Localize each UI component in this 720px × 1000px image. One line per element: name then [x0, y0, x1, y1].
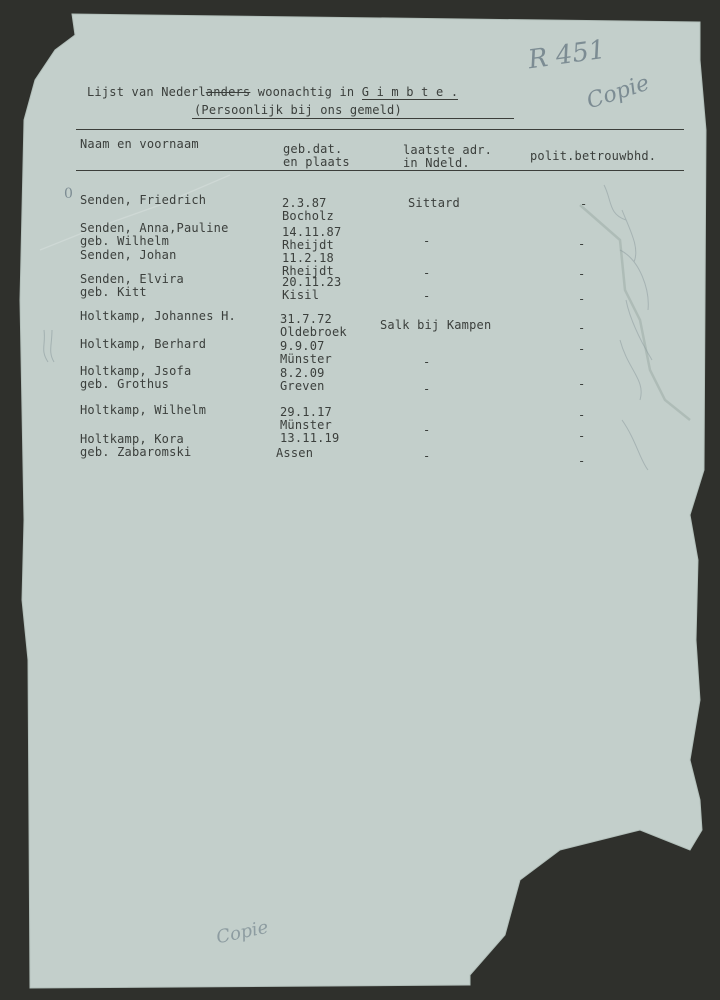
row-5-place: Oldebroek: [280, 325, 347, 339]
table-top-rule: [76, 129, 684, 130]
title-struck-word: anders: [205, 85, 251, 99]
column-header-addr-2: in Ndeld.: [403, 156, 470, 170]
row-8-name: Holtkamp, Wilhelm: [80, 403, 207, 417]
row-1-name: Senden, Friedrich: [80, 193, 207, 207]
row-4-addr: -: [423, 289, 431, 303]
row-4-place: Kisil: [282, 288, 320, 302]
row-4-polit: -: [578, 292, 586, 306]
row-3-name: Senden, Johan: [80, 248, 177, 262]
row-6-place: Münster: [280, 352, 332, 366]
row-1-date: 2.3.87: [282, 196, 327, 210]
row-4-name-1: Senden, Elvira: [80, 272, 184, 286]
title-prefix: Lijst van Nederl: [87, 85, 206, 99]
row-9-name-1: Holtkamp, Kora: [80, 432, 184, 446]
column-header-born-2: en plaats: [283, 155, 350, 169]
row-3-addr: -: [423, 266, 431, 280]
row-2-name-1: Senden, Anna,Pauline: [80, 221, 229, 235]
title-line: [87, 86, 458, 99]
row-1-place: Bocholz: [282, 209, 334, 223]
title-place: G i m b t e .: [361, 85, 459, 99]
row-4-name-2: geb. Kitt: [80, 285, 147, 299]
row-7-date: 8.2.09: [280, 366, 325, 380]
row-9-place: Assen: [276, 446, 314, 460]
row-9-addr-2: -: [423, 449, 431, 463]
row-9-date: 13.11.19: [280, 431, 340, 445]
table-header-rule: [76, 170, 684, 171]
annotation-bottom-word: Copie: [214, 916, 271, 949]
annotation-top-word: Copie: [583, 70, 653, 115]
row-9-polit-1: -: [578, 429, 586, 443]
row-7-name-2: geb. Grothus: [80, 377, 170, 391]
row-6-name: Holtkamp, Berhard: [80, 337, 207, 351]
subtitle-line: (Persoonlijk bij ons gemeld): [194, 103, 402, 117]
row-3-polit: -: [578, 267, 586, 281]
row-4-date: 20.11.23: [282, 275, 342, 289]
row-8-polit: -: [578, 408, 586, 422]
row-9-polit-2: -: [578, 454, 586, 468]
row-6-polit: -: [578, 342, 586, 356]
row-5-addr: Salk bij Kampen: [380, 318, 492, 332]
column-header-polit: polit.betrouwbhd.: [530, 149, 657, 163]
row-2-addr: -: [423, 234, 431, 248]
row-9-addr-1: -: [423, 423, 431, 437]
row-2-name-2: geb. Wilhelm: [80, 234, 170, 248]
row-1-addr: Sittard: [408, 196, 460, 210]
row-5-polit: -: [578, 321, 586, 335]
row-1-polit: -: [580, 197, 588, 211]
row-5-date: 31.7.72: [280, 312, 332, 326]
column-header-born-1: geb.dat.: [283, 142, 343, 156]
column-header-addr-1: laatste adr.: [403, 143, 493, 157]
annotation-top-number: R 451: [526, 34, 608, 76]
row-7-addr: -: [423, 355, 431, 369]
row-7-place: Greven: [280, 379, 325, 393]
title-mid: woonachtig in: [250, 85, 362, 99]
header-underline: [192, 118, 514, 119]
column-header-name: Naam en voornaam: [80, 137, 199, 151]
row-2-polit: -: [578, 237, 586, 251]
row-2-place: Rheijdt: [282, 238, 334, 252]
row-9-name-2: geb. Zabaromski: [80, 445, 192, 459]
row-8-addr: -: [423, 382, 431, 396]
row-8-date: 29.1.17: [280, 405, 332, 419]
row-2-date: 14.11.87: [282, 225, 342, 239]
row-8-place: Münster: [280, 418, 332, 432]
row-3-place: Rheijdt: [282, 264, 334, 278]
row-7-name-1: Holtkamp, Jsofa: [80, 364, 192, 378]
row-7-polit: -: [578, 377, 586, 391]
row-5-name: Holtkamp, Johannes H.: [80, 309, 236, 323]
annotation-left-mark: 0: [64, 186, 73, 202]
row-6-date: 9.9.07: [280, 339, 325, 353]
row-3-date: 11.2.18: [282, 251, 334, 265]
